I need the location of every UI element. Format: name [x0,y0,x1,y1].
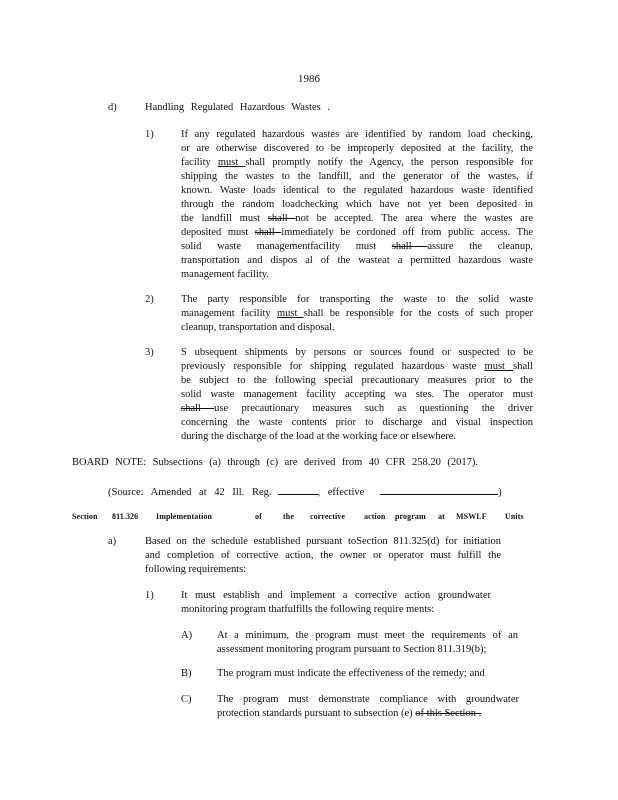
text-run: transportation and dispos al of the wasteat a permitted hazardous waste [181,255,533,266]
text-line [181,430,533,444]
text-run: shall promptly notify the Agency, the person responsible for [245,157,533,168]
text-line [181,293,533,307]
text-run: during the discharge of the load at the working face or elsewhere. [181,431,457,442]
text-run: management facility [181,308,277,319]
text-run: known. Waste loads identical to the regulated hazardous waste identified [181,185,533,196]
item-d1-label: 1) [145,129,154,140]
heading-word-2: of [255,512,262,521]
text-line [145,563,501,577]
text-run: monitoring program thatfulfills the following require ments: [181,604,435,615]
text-run: not be accepted. The area where the wastes are [295,213,533,224]
item-d2-text [181,293,533,335]
text-run: concerning the waste contents prior to discharge and visual inspection [181,417,533,428]
text-run: facility [181,157,218,168]
item-a1-text [181,589,491,617]
text-line [181,307,533,321]
text-run: Based on the schedule established pursuant toSection 811.325(d) for initiation [145,536,501,547]
text-run: protection standards pursuant to subsection (e) [217,708,416,719]
text-run: assessment monitoring program pursuant to Section 811.319(b); [217,644,487,655]
item-a1A-text [217,629,518,657]
inserted-text: must [276,308,304,319]
text-run: The program must demonstrate compliance with groundwater [217,694,519,705]
board-note: BOARD NOTE: Subsections (a) through (c) are derived from 40 CFR 258.20 (2017). [72,457,478,468]
text-line [181,416,533,430]
heading-word-7: at [438,512,445,521]
struck-text: shall [181,403,215,414]
item-a1-label: 1) [145,590,154,601]
heading-word-3: the [283,512,294,521]
item-a1C-label: C) [181,694,192,705]
text-run: assure the cleanup, [427,241,533,252]
source-line [108,483,502,500]
text-run: The party responsible for transporting the waste to the solid waste [181,294,533,305]
text-run: cleanup, transportation and disposal. [181,322,335,333]
text-line [181,198,533,212]
text-run: previously responsible for shipping regulated hazardous waste [181,361,485,372]
text-run: and completion of corrective action, the owner or operator must fulfill the [145,550,501,561]
page-number: 1986 [298,73,320,85]
item-d1-text [181,128,533,282]
text-line [181,360,533,374]
text-run: following requirements: [145,564,247,575]
heading-word-6: program [395,512,426,521]
text-line [181,226,533,240]
subsection-d-label: d) [108,102,117,113]
struck-text: shall [254,227,282,238]
item-a1C-text [217,693,519,721]
item-a1A-label: A) [181,630,193,641]
source-date-blank [380,483,498,495]
text-line [181,156,533,170]
text-run: through the random loadchecking which have not yet been deposited in [181,199,533,210]
text-run: At a minimum, the program must meet the requirements of an [217,630,518,641]
text-run: solid waste managementfacility must [181,241,392,252]
text-line [181,212,533,226]
text-run: deposited must [181,227,255,238]
text-run: immediately be cordoned off from public access. The [281,227,533,238]
text-line [145,549,501,563]
subsection-a-text [145,535,501,577]
text-run: S ubsequent shipments by persons or sources found or suspected to be [181,347,533,358]
text-run: or are otherwise discovered to be improperly deposited at the facility, the [181,143,533,154]
text-line [181,589,491,603]
inserted-text: must [484,361,514,372]
text-line [181,603,491,617]
text-run: the landfill must [181,213,268,224]
text-line [181,268,533,282]
item-a1B-text [217,667,523,681]
heading-word-8: MSWLF [456,512,487,521]
item-a1B-label: B) [181,668,192,679]
text-run: If any regulated hazardous wastes are identified by random load checking, [181,129,533,140]
text-line [181,402,533,416]
subsection-a-label: a) [108,536,117,547]
text-line [181,184,533,198]
text-run: shall [513,361,533,372]
heading-word-4: corrective [310,512,346,521]
section-number: 811.326 [112,512,139,521]
text-line [217,629,518,643]
text-line [181,128,533,142]
text-run: management facility. [181,269,269,280]
struck-text: shall [267,213,296,224]
item-d3-text [181,346,533,444]
text-line [181,346,533,360]
struck-text: of this Section . [415,708,482,719]
source-suffix: ) [498,487,502,498]
source-mid: , effective [317,487,365,498]
text-line [181,170,533,184]
text-run: solid waste management facility accepting wa stes. The operator must [181,389,533,400]
text-line [181,388,533,402]
text-run: use precautionary measures such as questioning the driver [214,403,533,414]
text-line [181,374,533,388]
text-run: shall be responsible for the costs of such proper [303,308,533,319]
text-line [181,240,533,254]
text-line [181,254,533,268]
text-run: It must establish and implement a corrective action groundwater [181,590,491,601]
text-line [181,321,533,335]
source-reg-blank [278,483,318,495]
text-run: be subject to the following special precautionary measures prior to the [181,375,533,386]
text-line [145,535,501,549]
struck-text: shall [391,241,428,252]
section-word: Section [72,512,98,521]
text-line [217,667,523,681]
item-d3-label: 3) [145,347,154,358]
text-run: shipping the wastes to the landfill, and the generator of the wastes, if [181,171,533,182]
subsection-d-heading: Handling Regulated Hazardous Wastes . [145,102,330,113]
text-line [217,693,519,707]
heading-word-1: Implementation [156,512,213,521]
source-prefix: (Source: Amended at 42 Ill. Reg. [108,487,272,498]
heading-word-5: action [364,512,386,521]
text-line [181,142,533,156]
item-d2-label: 2) [145,294,154,305]
text-line [217,707,519,721]
text-line [217,643,518,657]
heading-word-9: Units [505,512,524,521]
text-run: The program must indicate the effectiveness of the remedy; and [217,668,485,679]
inserted-text: must [217,157,246,168]
